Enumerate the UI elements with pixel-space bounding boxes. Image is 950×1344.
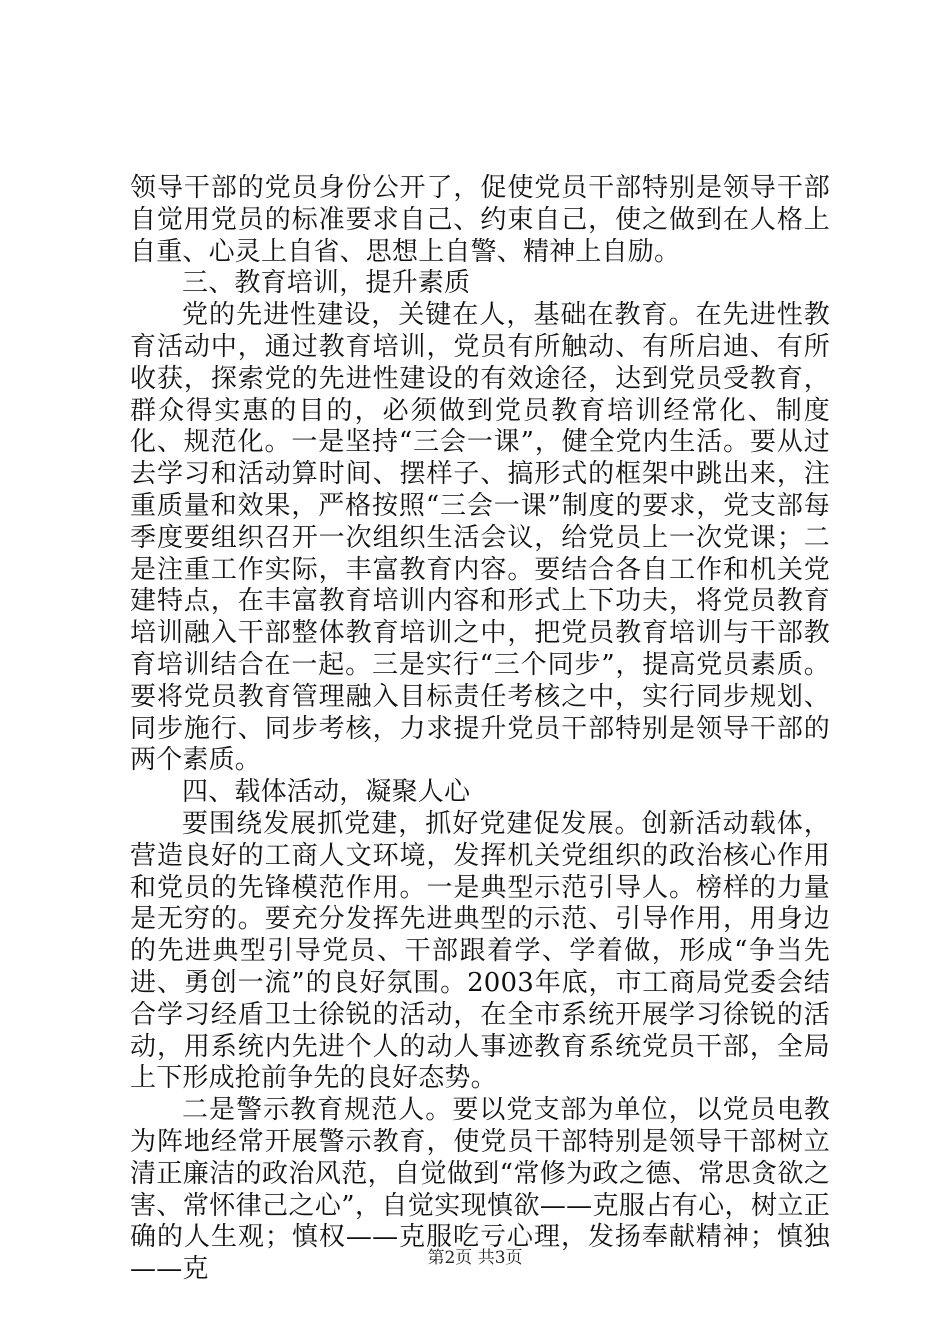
section-heading-4: 四、载体活动，凝聚人心 bbox=[182, 777, 471, 808]
paragraph-1: 领导干部的党员身份公开了，促使党员干部特别是领导干部自觉用党员的标准要求自己、约束自己，使之做到在人格上自重、心灵上自省、思想上自警、精神上自励。 bbox=[130, 173, 830, 267]
document-body bbox=[130, 173, 830, 1286]
paragraph-4: 二是警示教育规范人。要以党支部为单位，以党员电教为阵地经常开展警示教育，使党员干部特别是领导干部树立清正廉洁的政治风范，自觉做到“常修为政之德、常思贪欲之害、常怀律己之心”，自觉实现慎欲——克服占有心，树立正确的人生观；慎权——克服吃亏心理，发扬奉献精神；慎独——克 bbox=[130, 1095, 830, 1285]
section-heading-3: 三、教育培训，提升素质 bbox=[182, 268, 471, 299]
paragraph-2: 党的先进性建设，关键在人，基础在教育。在先进性教育活动中，通过教育培训，党员有所触动、有所启迪、有所收获，探索党的先进性建设的有效途径，达到党员受教育，群众得实惠的目的，必须做到党员教育培训经常化、制度化、规范化。一是坚持“三会一课”，健全党内生活。要从过去学习和活动算时间、摆样子、搞形式的框架中跳出来，注重质量和效果，严格按照“三会一课”制度的要求，党支部每季度要组织召开一次组织生活会议，给党员上一次党课；二是注重工作实际，丰富教育内容。要结合各自工作和机关党建特点，在丰富教育培训内容和形式上下功夫，将党员教育培训融入干部整体教育培训之中，把党员教育培训与干部教育培训结合在一起。三是实行“三个同步”，提高党员素质。要将党员教育管理融入目标责任考核之中，实行同步规划、同步施行、同步考核，力求提升党员干部特别是领导干部的两个素质。 bbox=[130, 300, 830, 776]
paragraph-3: 要围绕发展抓党建，抓好党建促发展。创新活动载体，营造良好的工商人文环境，发挥机关党组织的政治核心作用和党员的先锋模范作用。一是典型示范引导人。榜样的力量是无穷的。要充分发挥先进典型的示范、引导作用，用身边的先进典型引导党员、干部跟着学、学着做，形成“争当先进、勇创一流”的良好氛围。2003年底，市工商局党委会结合学习经盾卫士徐锐的活动，在全市系统开展学习徐锐的活动，用系统内先进个人的动人事迹教育系统党员干部，全局上下形成抢前争先的良好态势。 bbox=[130, 808, 830, 1094]
page-footer: 第2页 共3页 bbox=[427, 1248, 523, 1268]
